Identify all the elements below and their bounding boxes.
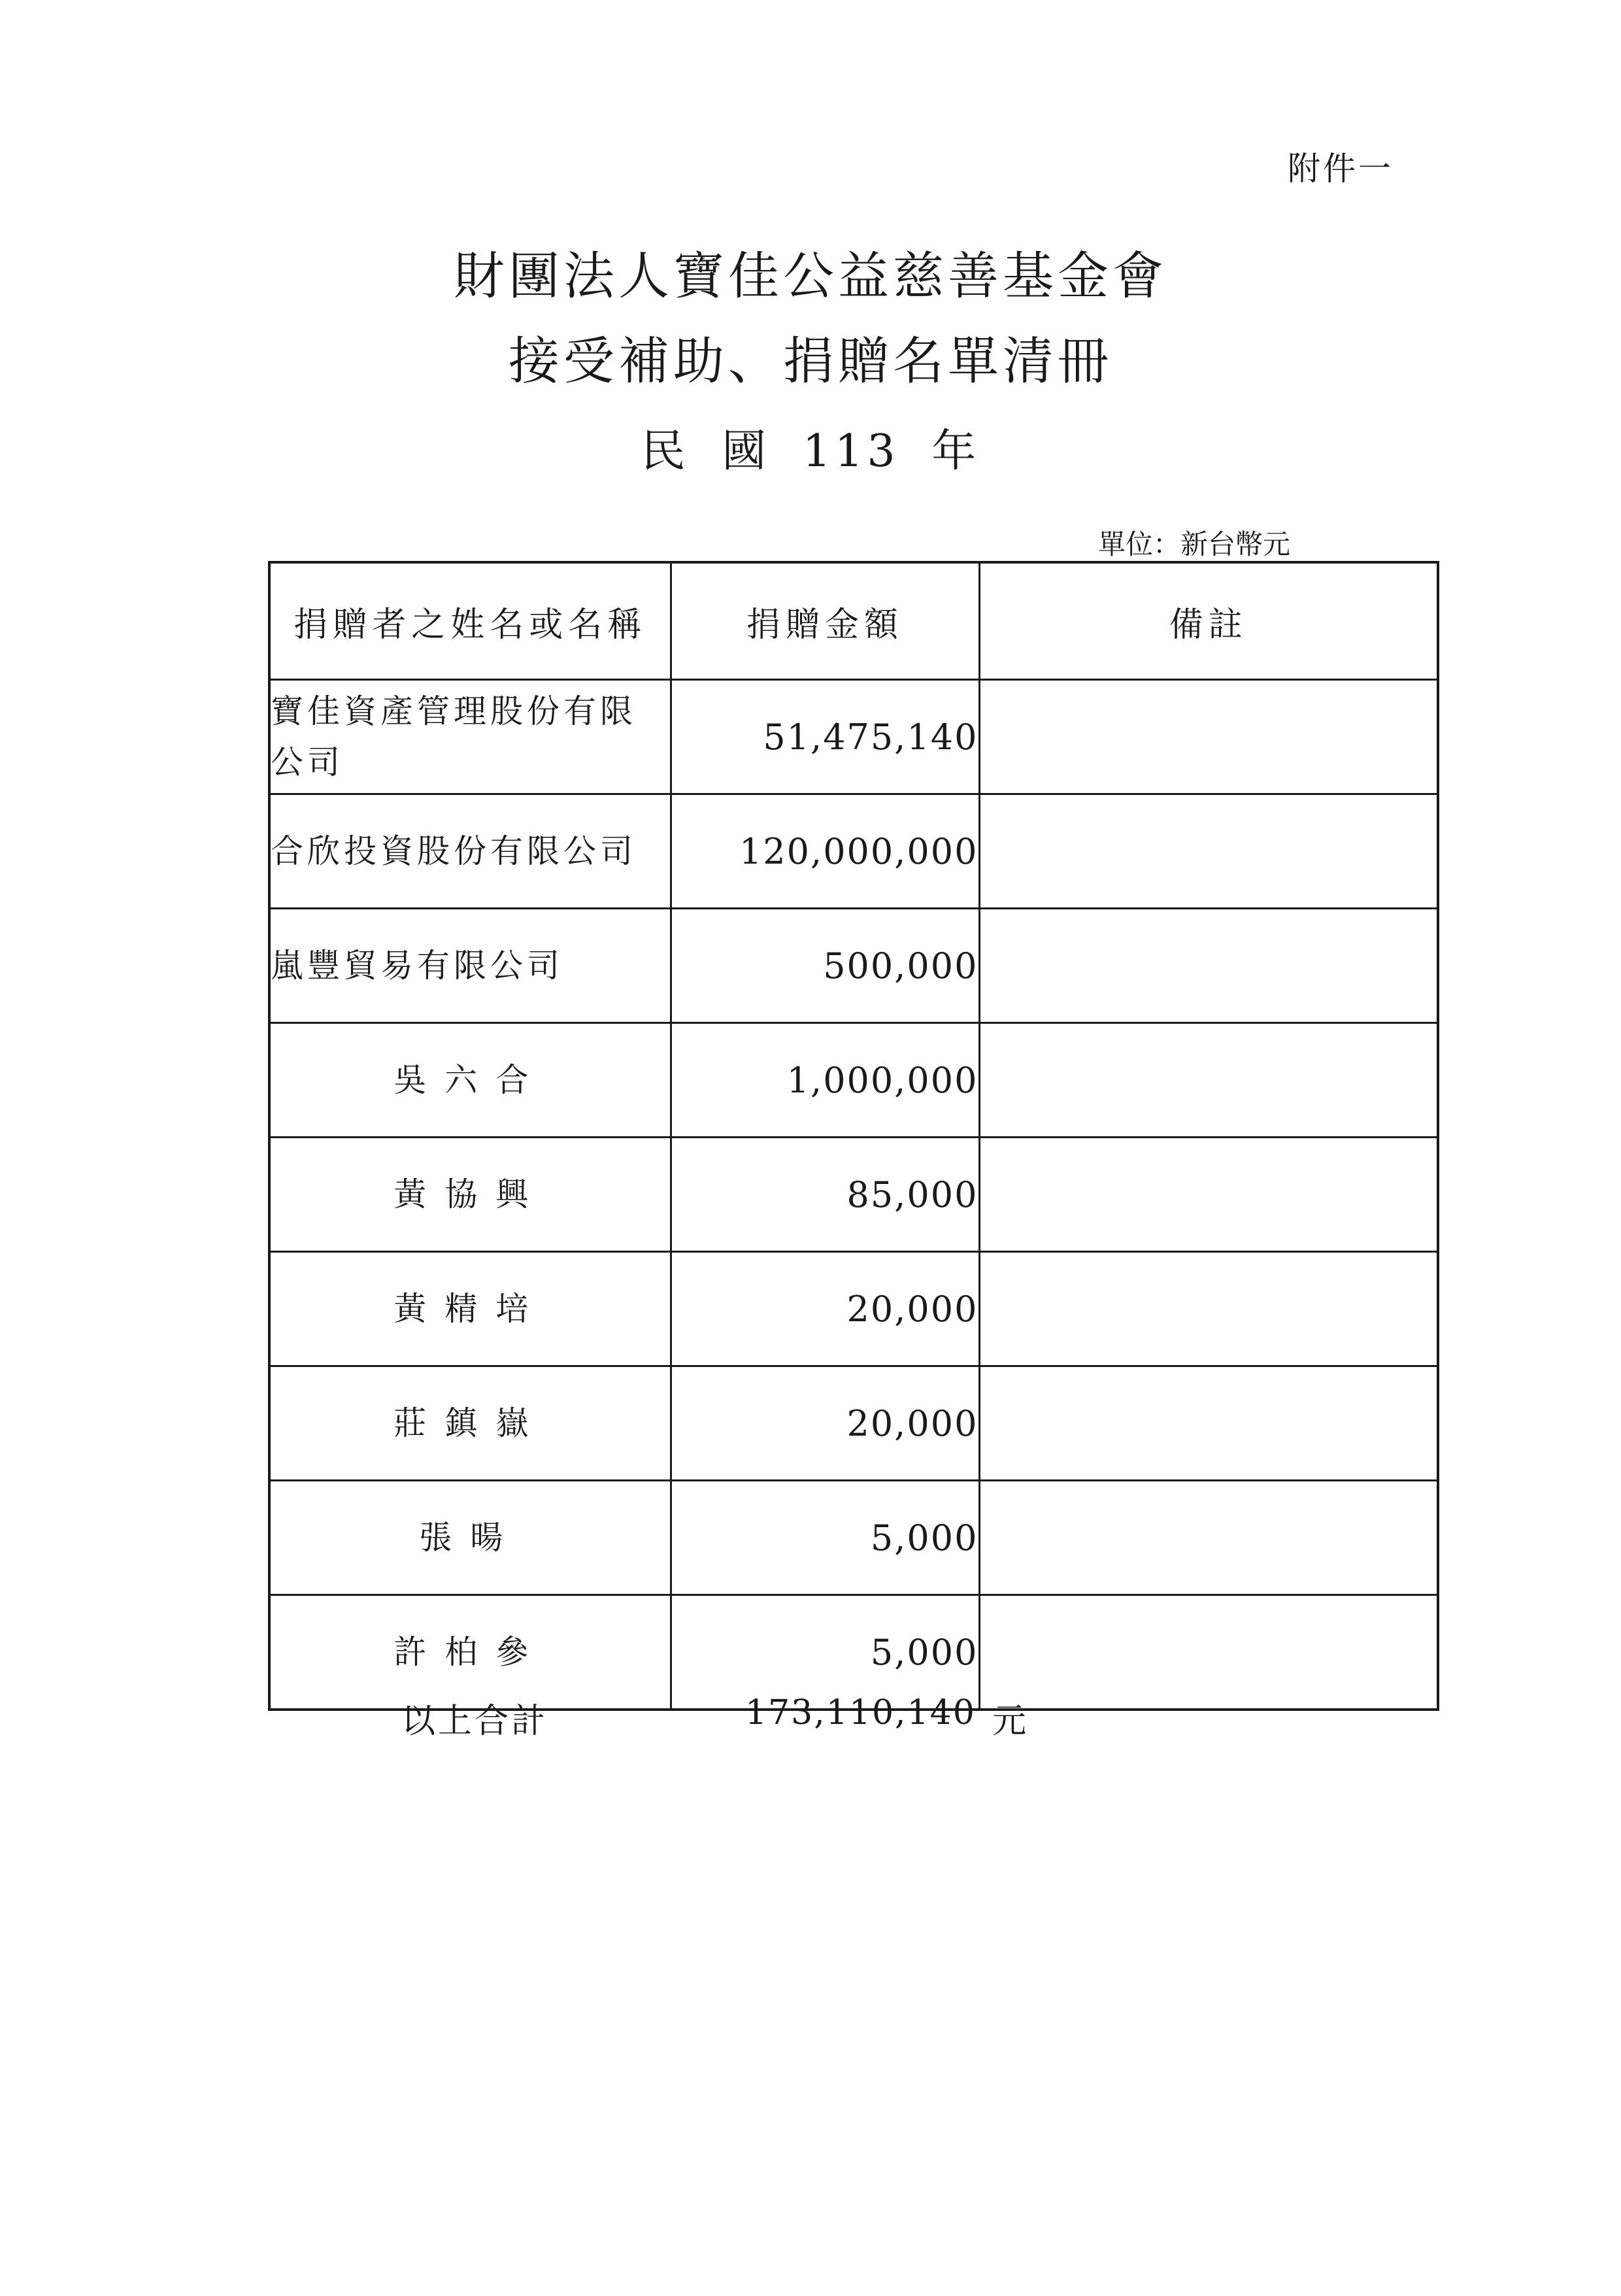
note-cell	[979, 1023, 1438, 1138]
table-row	[269, 1138, 1438, 1252]
table-row	[269, 1481, 1438, 1595]
table-header-row	[269, 562, 1438, 680]
donor-name-cell: 嵐豐貿易有限公司	[269, 909, 671, 1023]
table-row	[269, 1366, 1438, 1481]
note-cell	[979, 794, 1438, 909]
donation-amount-cell: 20,000	[671, 1366, 979, 1481]
donor-table	[268, 561, 1439, 1711]
table-row	[269, 1252, 1438, 1366]
attachment-label: 附件一	[1288, 150, 1394, 188]
donor-name-cell: 寶佳資產管理股份有限公司	[269, 680, 671, 794]
donation-amount-cell: 500,000	[671, 909, 979, 1023]
total-amount: 173,110,140	[745, 1693, 976, 1732]
donation-amount-cell: 120,000,000	[671, 794, 979, 909]
donor-name-cell: 吳六合	[269, 1023, 671, 1138]
note-cell	[979, 1138, 1438, 1252]
donor-name-cell: 許柏參	[269, 1595, 671, 1710]
note-cell	[979, 909, 1438, 1023]
donor-name-cell: 張暘	[269, 1481, 671, 1595]
header-amount: 捐贈金額	[671, 562, 979, 680]
table-row	[269, 680, 1438, 794]
donor-name-cell: 合欣投資股份有限公司	[269, 794, 671, 909]
table-row	[269, 794, 1438, 909]
document-subtitle: 接受補助、捐贈名單清冊	[508, 332, 1112, 391]
note-cell	[979, 680, 1438, 794]
donor-name-cell: 黃協興	[269, 1138, 671, 1252]
header-note: 備註	[979, 562, 1438, 680]
year-label: 民 國 113 年	[641, 426, 980, 477]
table-body	[269, 680, 1438, 1710]
donation-amount-cell: 5,000	[671, 1481, 979, 1595]
table-row	[269, 1595, 1438, 1710]
donation-amount-cell: 5,000	[671, 1595, 979, 1710]
note-cell	[979, 1481, 1438, 1595]
donation-amount-cell: 20,000	[671, 1252, 979, 1366]
header-donor-name: 捐贈者之姓名或名稱	[269, 562, 671, 680]
total-label: 以上合計	[401, 1702, 548, 1741]
total-unit: 元	[992, 1702, 1027, 1741]
document-title: 財團法人寶佳公益慈善基金會	[453, 247, 1167, 306]
donation-amount-cell: 1,000,000	[671, 1023, 979, 1138]
unit-label: 單位：新台幣元	[1098, 528, 1291, 560]
note-cell	[979, 1595, 1438, 1710]
donor-name-cell: 莊鎮嶽	[269, 1366, 671, 1481]
donation-amount-cell: 85,000	[671, 1138, 979, 1252]
note-cell	[979, 1252, 1438, 1366]
table-row	[269, 1023, 1438, 1138]
donor-name-cell: 黃精培	[269, 1252, 671, 1366]
donation-amount-cell: 51,475,140	[671, 680, 979, 794]
table-row	[269, 909, 1438, 1023]
note-cell	[979, 1366, 1438, 1481]
